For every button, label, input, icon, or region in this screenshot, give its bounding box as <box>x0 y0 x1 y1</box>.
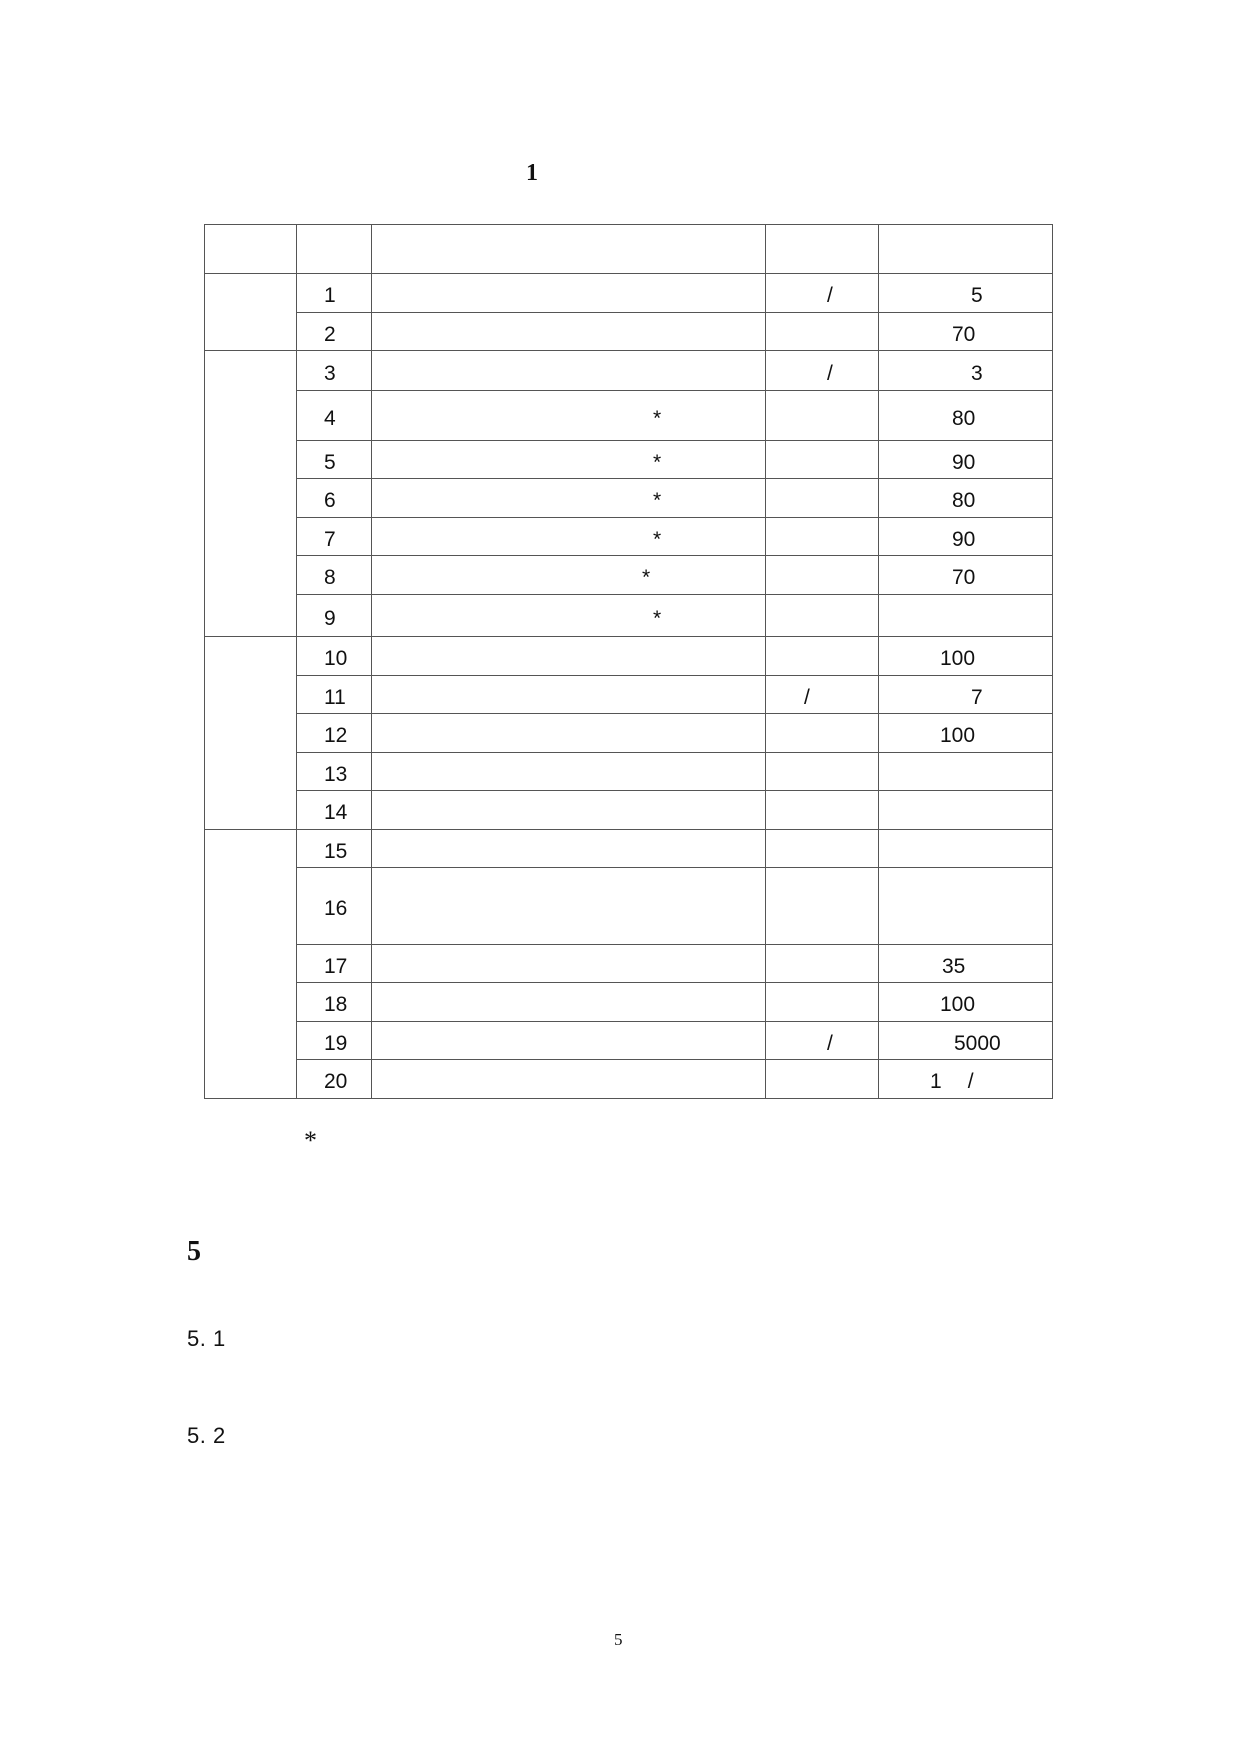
table-row <box>205 556 1053 595</box>
table-row <box>205 714 1053 753</box>
row-number: 20 <box>324 1069 348 1093</box>
header-category-cell <box>205 225 297 274</box>
row-number: 8 <box>324 565 336 589</box>
table-row <box>205 518 1053 556</box>
row-mark: * <box>642 565 651 589</box>
table-row <box>205 479 1053 518</box>
row-value: 80 <box>952 406 976 430</box>
table-row <box>205 830 1053 868</box>
row-mark: * <box>653 606 662 630</box>
table-row <box>205 983 1053 1022</box>
category-cell <box>205 830 297 1099</box>
row-number: 18 <box>324 992 348 1016</box>
table-row <box>205 791 1053 830</box>
table-row <box>205 868 1053 945</box>
row-mark: * <box>653 488 662 512</box>
row-number: 11 <box>324 685 346 709</box>
table-row <box>205 945 1053 983</box>
table-row <box>205 1022 1053 1060</box>
table-row <box>205 313 1053 351</box>
table-row <box>205 351 1053 391</box>
table-row <box>205 391 1053 441</box>
row-number: 10 <box>324 646 348 670</box>
table-title: 1 <box>526 160 538 186</box>
row-number: 5 <box>324 450 336 474</box>
category-cell <box>205 637 297 830</box>
row-number: 4 <box>324 406 336 430</box>
row-number: 13 <box>324 762 348 786</box>
header-no-cell <box>297 225 372 274</box>
row-value: 7 <box>971 685 983 709</box>
table-row <box>205 753 1053 791</box>
section-heading: 5 <box>187 1236 201 1267</box>
row-value: 100 <box>940 992 976 1016</box>
row-number: 6 <box>324 488 336 512</box>
spec-table <box>204 224 1053 1099</box>
row-number: 19 <box>324 1031 348 1055</box>
row-value: 5 <box>971 283 983 307</box>
page-number: 5 <box>614 1630 623 1649</box>
header-unit-cell <box>766 225 879 274</box>
row-value: 70 <box>952 565 976 589</box>
row-value: 1 <box>930 1069 942 1093</box>
row-number: 7 <box>324 527 336 551</box>
row-value: 100 <box>940 723 976 747</box>
table-footnote: * <box>304 1126 317 1155</box>
row-unit: / <box>827 283 833 307</box>
table-row <box>205 676 1053 714</box>
row-unit: / <box>827 361 833 385</box>
row-number: 2 <box>324 322 336 346</box>
table-header-row <box>205 225 1053 274</box>
row-number: 9 <box>324 606 336 630</box>
table-row <box>205 637 1053 676</box>
row-value: 3 <box>971 361 983 385</box>
row-value: 35 <box>942 954 966 978</box>
table-row <box>205 1060 1053 1099</box>
row-number: 1 <box>324 283 336 307</box>
row-number: 17 <box>324 954 348 978</box>
row-number: 12 <box>324 723 348 747</box>
row-number: 16 <box>324 896 348 920</box>
row-value: 100 <box>940 646 976 670</box>
row-number: 14 <box>324 800 348 824</box>
table-row <box>205 441 1053 479</box>
row-unit: / <box>804 685 810 709</box>
row-mark: * <box>653 406 662 430</box>
header-value-cell <box>879 225 1053 274</box>
table-row <box>205 595 1053 637</box>
subsection-heading-2: 5. 2 <box>187 1423 226 1448</box>
table-row <box>205 274 1053 313</box>
row-value: 90 <box>952 527 976 551</box>
category-cell <box>205 274 297 351</box>
row-value: 80 <box>952 488 976 512</box>
category-cell <box>205 351 297 637</box>
row-mark: * <box>653 527 662 551</box>
subsection-heading-1: 5. 1 <box>187 1326 226 1351</box>
row-value: 5000 <box>954 1031 1001 1055</box>
row-mark: * <box>653 450 662 474</box>
row-value: 70 <box>952 322 976 346</box>
row-value: 90 <box>952 450 976 474</box>
row-number: 15 <box>324 839 348 863</box>
row-value-slash: / <box>967 1069 974 1093</box>
header-item-cell <box>372 225 766 274</box>
row-unit: / <box>827 1031 833 1055</box>
row-number: 3 <box>324 361 336 385</box>
